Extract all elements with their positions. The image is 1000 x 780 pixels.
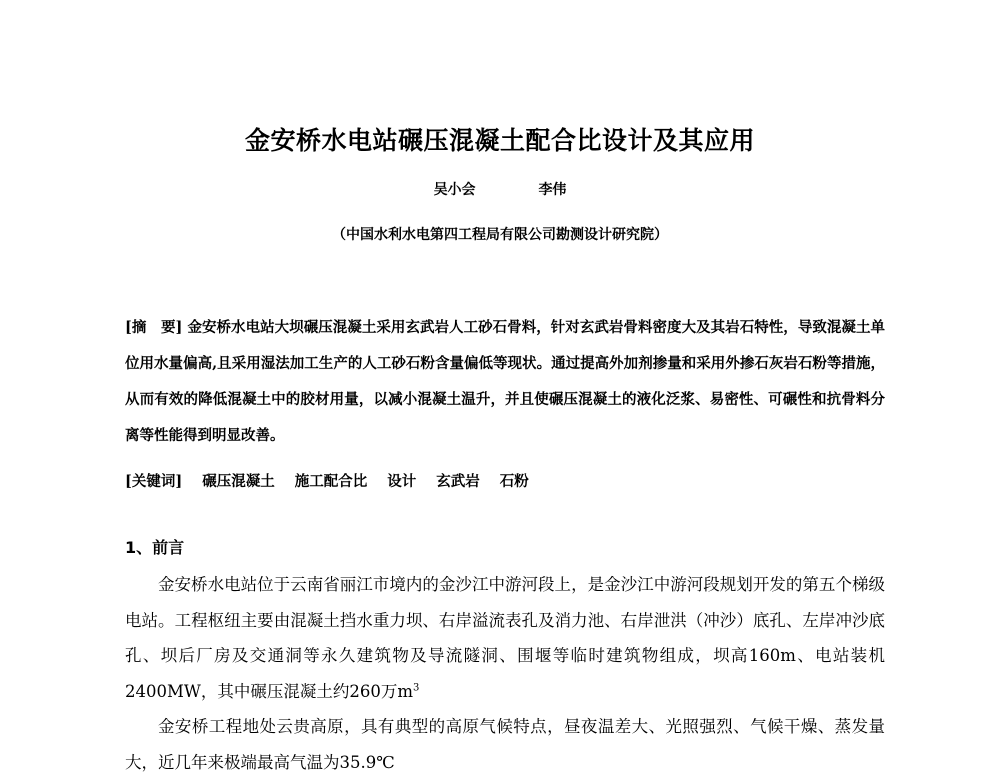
paper-title: 金安桥水电站碾压混凝土配合比设计及其应用: [244, 126, 755, 155]
keyword: 施工配合比: [294, 473, 368, 490]
superscript: 3: [413, 682, 420, 693]
keywords-block: [125, 469, 885, 495]
paragraph-text: 金安桥水电站位于云南省丽江市境内的金沙江中游河段上，是金沙江中游河段规划开发的第五个梯级电站。工程枢纽主要由混凝土挡水重力坝、右岸溢流表孔及消力池、右岸泄洪（冲沙）底孔、左岸冲沙底孔、坝后厂房及交通洞等永久建筑物及导流隧洞、围堰等临时建筑物组成，坝高160m、电站装机2400MW，其中碾压混凝土约260万m: [125, 575, 885, 701]
author-name: 吴小会: [433, 182, 476, 198]
keywords-label: [关键词]: [125, 473, 183, 490]
author-line: [0, 179, 1000, 201]
author-name: 李伟: [538, 182, 567, 198]
author-affiliation: （中国水利水电第四工程局有限公司勘测设计研究院）: [332, 227, 668, 243]
abstract-text: 金安桥水电站大坝碾压混凝土采用玄武岩人工砂石骨料，针对玄武岩骨料密度大及其岩石特性，导致混凝土单位用水量偏高,且采用湿法加工生产的人工砂石粉含量偏低等现状。通过提高外加剂掺量和采用外掺石灰岩石粉等措施，从而有效的降低混凝土中的胶材用量，以减小混凝土温升，并且使碾压混凝土的液化泛浆、易密性、可碾性和抗骨料分离等性能得到明显改善。: [125, 319, 885, 444]
section-body: [125, 567, 885, 780]
body-paragraph: [125, 567, 885, 709]
section-heading: 1、前言: [125, 538, 185, 557]
keyword: 设计: [387, 473, 417, 490]
body-paragraph: [125, 709, 885, 780]
keyword: 玄武岩: [436, 473, 480, 490]
paragraph-text: 金安桥工程地处云贵高原，具有典型的高原气候特点，昼夜温差大、光照强烈、气候干燥、蒸发量大，近几年来极端最高气温为35.9℃: [125, 717, 885, 772]
abstract-block: [125, 310, 885, 454]
keyword: 石粉: [499, 473, 529, 490]
abstract-label: [摘 要]: [125, 319, 183, 336]
keyword: 碾压混凝土: [202, 473, 275, 490]
